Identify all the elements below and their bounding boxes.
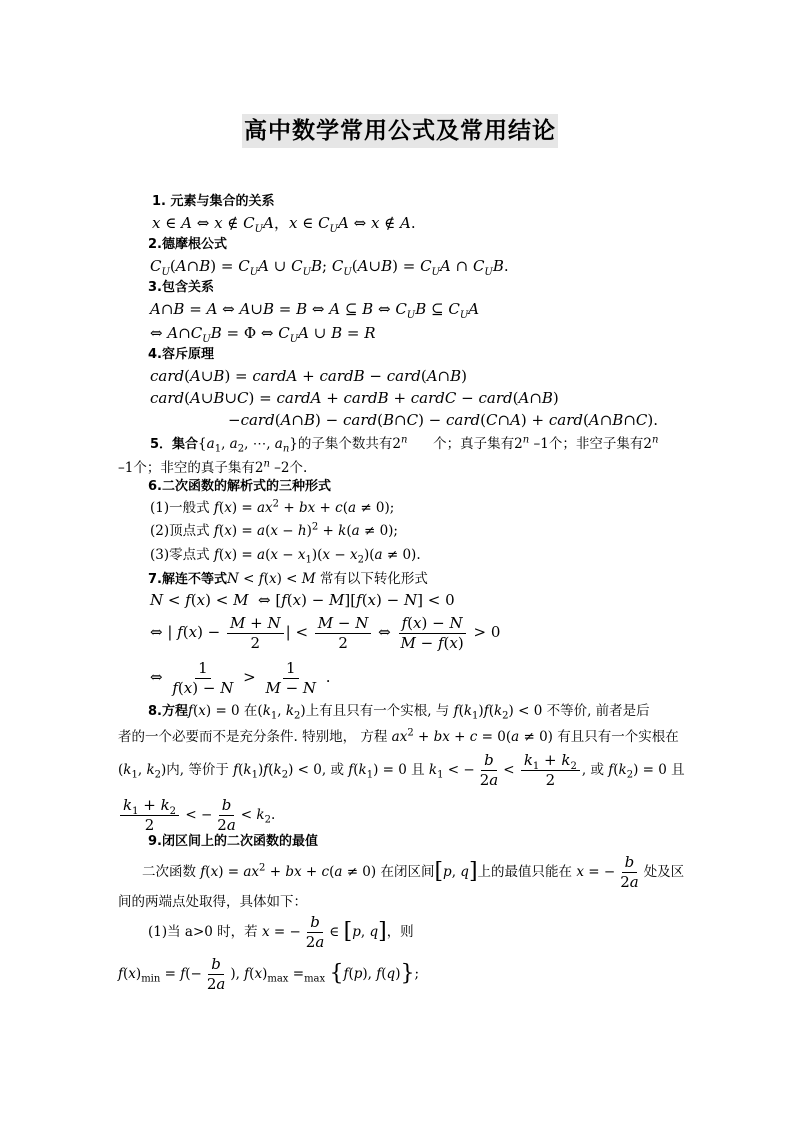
section-5-text-2: –1个；非空的真子集有2$^n$ –2个. <box>118 458 308 476</box>
section-7-heading-rest: N < f(x) < M 常有以下转化形式 <box>226 571 428 587</box>
section-6-item-3: (3)零点式 $f(x) = a(x - x_1)(x - x_2)(a \ne 0)$. <box>150 547 421 566</box>
section-3-line-1: A∩B = A ⇔ A∪B = B ⇔ A ⊆ B ⇔ $C_UB$ ⊆ $C_UA$ <box>150 300 480 321</box>
section-7-line-1: N < f(x) < M ⇔ [f(x) − M][f(x) − N] < 0 <box>150 591 455 609</box>
section-9-heading: 9.闭区间上的二次函数的最值 <box>148 834 318 849</box>
section-6-heading: 6.二次函数的解析式的三种形式 <box>148 479 331 494</box>
section-6-item-1: (1)一般式 $f(x) = ax^2$ + bx + c(a ≠ 0); <box>150 498 395 516</box>
section-5-text-1: {$a_1$, $a_2$, ⋯, $a_n$}的子集个数共有2$^n$ 个；真子集有2$^n$ –1个；非空子集有2$^n$ <box>198 434 659 455</box>
section-4-line-1: card(A∪B) = cardA + cardB − card(A∩B) <box>150 367 468 385</box>
section-9-text-1: 二次函数 $f(x) = ax^2$ + bx + c(a ≠ 0) 在闭区间[p, q]上的最值只能在 x = − $\frac{b}{2a}$ 处及区 <box>142 853 685 891</box>
section-9-text-4: $f(x)_{min} = f(-$ $\frac{b}{2a}$ ), $f(x)_{max} =_{max}$ {f(p), f(q)}; <box>118 955 420 993</box>
section-1-heading: 1. 元素与集合的关系 <box>152 194 275 209</box>
section-8-text-2: 者的一个必要而不是充分条件. 特别地， 方程 $ax^2$ + bx + c = 0(a ≠ 0) 有且只有一个实根在 <box>118 727 679 745</box>
section-2-formula: $C_U(A\cap B) = C_UA$ ∪ $C_UB$; $C_U(A\cup B) = C_UA$ ∩ $C_UB$. <box>150 257 509 278</box>
section-7-line-3: ⇔ $\frac{1}{f(x) - N}$ > $\frac{1}{M - N}$ . <box>150 658 331 697</box>
section-8-text-3: ($k_1$, $k_2$)内, 等价于 $f(k_1)f(k_2) < 0$, 或 $f(k_1) = 0$ 且 $k_1$ < − $\frac{b}{2a}$ < $\frac{k_1 + k_2}{2}$ , 或 $f(k_2) = 0$ 且 <box>118 751 685 789</box>
section-3-line-2: ⇔ $A\cap C_UB = \Phi$ ⇔ $C_UA$ ∪ B = R <box>150 324 376 345</box>
section-4-heading: 4.容斥原理 <box>148 347 214 362</box>
section-4-line-3: −card(A∩B) − card(B∩C) − card(C∩A) + card(A∩B∩C). <box>228 411 659 429</box>
section-5-heading: 5．集合 <box>150 437 199 452</box>
section-1-formula: x ∈ A ⇔ x ∉ $C_UA$，x ∈ $C_UA$ ⇔ x ∉ A. <box>152 214 416 235</box>
section-7-heading-line <box>148 569 428 590</box>
section-5-line-1 <box>150 434 658 455</box>
section-8-text-4: $\frac{k_1 + k_2}{2}$ < − $\frac{b}{2a}$ < $k_2$. <box>118 795 275 835</box>
section-7-line-2: ⇔ | f(x) − $\frac{M + N}{2}$ | < $\frac{M - N}{2}$ ⇔ $\frac{f(x) - N}{M - f(x)}$ > 0 <box>150 613 501 652</box>
section-3-heading: 3.包含关系 <box>148 280 214 295</box>
section-6-item-2: (2)顶点式 $f(x) = a(x - h)^2 + k(a \ne 0)$; <box>150 521 398 539</box>
section-9-text-2: 间的两端点处取得，具体如下： <box>118 894 307 910</box>
section-8-text-1: f(x) = 0 在($k_1$, $k_2$)上有且只有一个实根, 与 $f(k_1)f(k_2) < 0$ 不等价, 前者是后 <box>187 703 650 722</box>
section-4-line-2: card(A∪B∪C) = cardA + cardB + cardC − card(A∩B) <box>150 389 559 407</box>
page-title: 高中数学常用公式及常用结论 <box>242 114 558 148</box>
section-8-heading: 8.方程 <box>148 704 188 719</box>
section-8-line-1 <box>148 701 650 722</box>
section-9-text-3: (1)当 a>0 时，若 x = − $\frac{b}{2a}$ ∈ [p, q]，则 <box>148 913 414 951</box>
section-2-heading: 2.德摩根公式 <box>148 237 227 252</box>
section-7-heading: 7.解连不等式 <box>148 572 227 587</box>
